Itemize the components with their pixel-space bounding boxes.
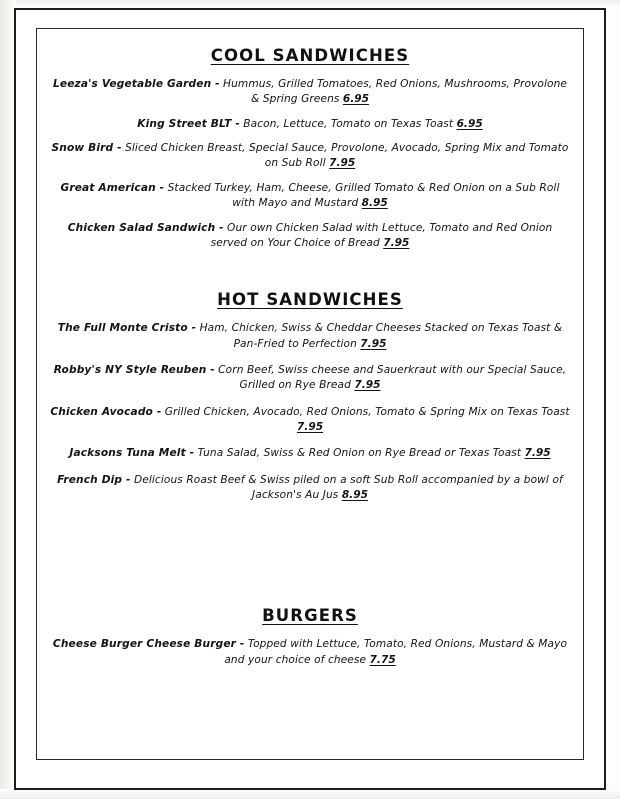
menu-item-name: Jacksons Tuna Melt - xyxy=(69,447,195,460)
menu-item-description: Hummus, Grilled Tomatoes, Red Onions, Mushrooms, Provolone & Spring Greens xyxy=(223,78,568,106)
menu-item-name: Cheese Burger Cheese Burger - xyxy=(52,638,245,651)
section-heading-hot-sandwiches: HOT SANDWICHES xyxy=(217,290,403,310)
menu-item-price: 7.95 xyxy=(329,157,356,170)
menu-item-description: Ham, Chicken, Swiss & Cheddar Cheeses Stacked on Texas Toast & Pan-Fried to Perfection xyxy=(199,322,563,350)
menu-item xyxy=(46,473,574,504)
menu-section-burgers xyxy=(46,606,574,668)
section-heading-burgers: BURGERS xyxy=(262,606,358,626)
menu-item-price: 7.95 xyxy=(354,379,381,392)
menu-item-name: King Street BLT - xyxy=(137,117,240,130)
menu-item-name: French Dip - xyxy=(57,473,131,486)
menu-item-name: The Full Monte Cristo - xyxy=(57,322,197,335)
menu-item-description: Bacon, Lettuce, Tomato on Texas Toast xyxy=(243,117,454,130)
menu-item-price: 6.95 xyxy=(342,93,370,106)
section-heading-cool-sandwiches: COOL SANDWICHES xyxy=(210,46,410,65)
menu-item-description: Topped with Lettuce, Tomato, Red Onions, Mustard & Mayo and your choice of cheese xyxy=(224,638,568,666)
menu-item xyxy=(46,446,574,461)
menu-item-price: 7.95 xyxy=(383,236,410,249)
menu-item-name: Leeza's Vegetable Garden - xyxy=(52,78,220,90)
menu-item-description: Corn Beef, Swiss cheese and Sauerkraut with our Special Sauce, Grilled on Rye Bread xyxy=(218,363,567,392)
menu-item-list xyxy=(46,77,574,251)
menu-item xyxy=(46,117,574,132)
menu-item-name: Chicken Salad Sandwich - xyxy=(67,221,224,234)
menu-item xyxy=(46,363,574,394)
menu-item xyxy=(46,141,574,172)
menu-section-cool-sandwiches xyxy=(46,46,574,251)
menu-item-description: Sliced Chicken Breast, Special Sauce, Provolone, Avocado, Spring Mix and Tomato on Sub Roll xyxy=(125,142,569,170)
menu-item-list xyxy=(46,321,574,503)
menu-item xyxy=(46,405,574,436)
menu-item-list xyxy=(46,637,574,668)
menu-item-name: Great American - xyxy=(60,181,165,194)
scan-edge-shadow-top xyxy=(0,0,620,8)
menu-item-description: Grilled Chicken, Avocado, Red Onions, Tomato & Spring Mix on Texas Toast xyxy=(164,405,570,418)
section-spacer xyxy=(46,514,574,606)
menu-item xyxy=(46,637,574,668)
menu-item xyxy=(46,321,574,352)
menu-item-price: 8.95 xyxy=(361,197,388,210)
menu-item-name: Chicken Avocado - xyxy=(50,405,162,418)
menu-item-description: Our own Chicken Salad with Lettuce, Tomato and Red Onion served on Your Choice of Bread xyxy=(210,221,553,249)
menu-item xyxy=(46,221,574,252)
scan-edge-shadow-bottom xyxy=(0,789,620,799)
menu-content xyxy=(46,46,574,746)
menu-item-description: Tuna Salad, Swiss & Red Onion on Rye Bread or Texas Toast xyxy=(197,447,522,460)
menu-item-price: 8.95 xyxy=(341,489,368,502)
menu-item-price: 7.95 xyxy=(524,447,551,460)
menu-item-price: 6.95 xyxy=(456,117,483,130)
menu-item-name: Robby's NY Style Reuben - xyxy=(53,363,215,376)
menu-item-description: Delicious Roast Beef & Swiss piled on a soft Sub Roll accompanied by a bowl of Jackson's Au Jus xyxy=(133,473,563,502)
menu-item xyxy=(46,77,574,108)
menu-section-hot-sandwiches xyxy=(46,290,574,503)
section-spacer xyxy=(46,260,574,290)
menu-item-price: 7.95 xyxy=(296,421,324,434)
menu-item-description: Stacked Turkey, Ham, Cheese, Grilled Tomato & Red Onion on a Sub Roll with Mayo and Mustard xyxy=(167,181,560,210)
menu-item xyxy=(46,181,574,212)
menu-item-price: 7.75 xyxy=(369,653,396,666)
menu-item-price: 7.95 xyxy=(360,337,387,350)
menu-item-name: Snow Bird - xyxy=(51,142,122,155)
